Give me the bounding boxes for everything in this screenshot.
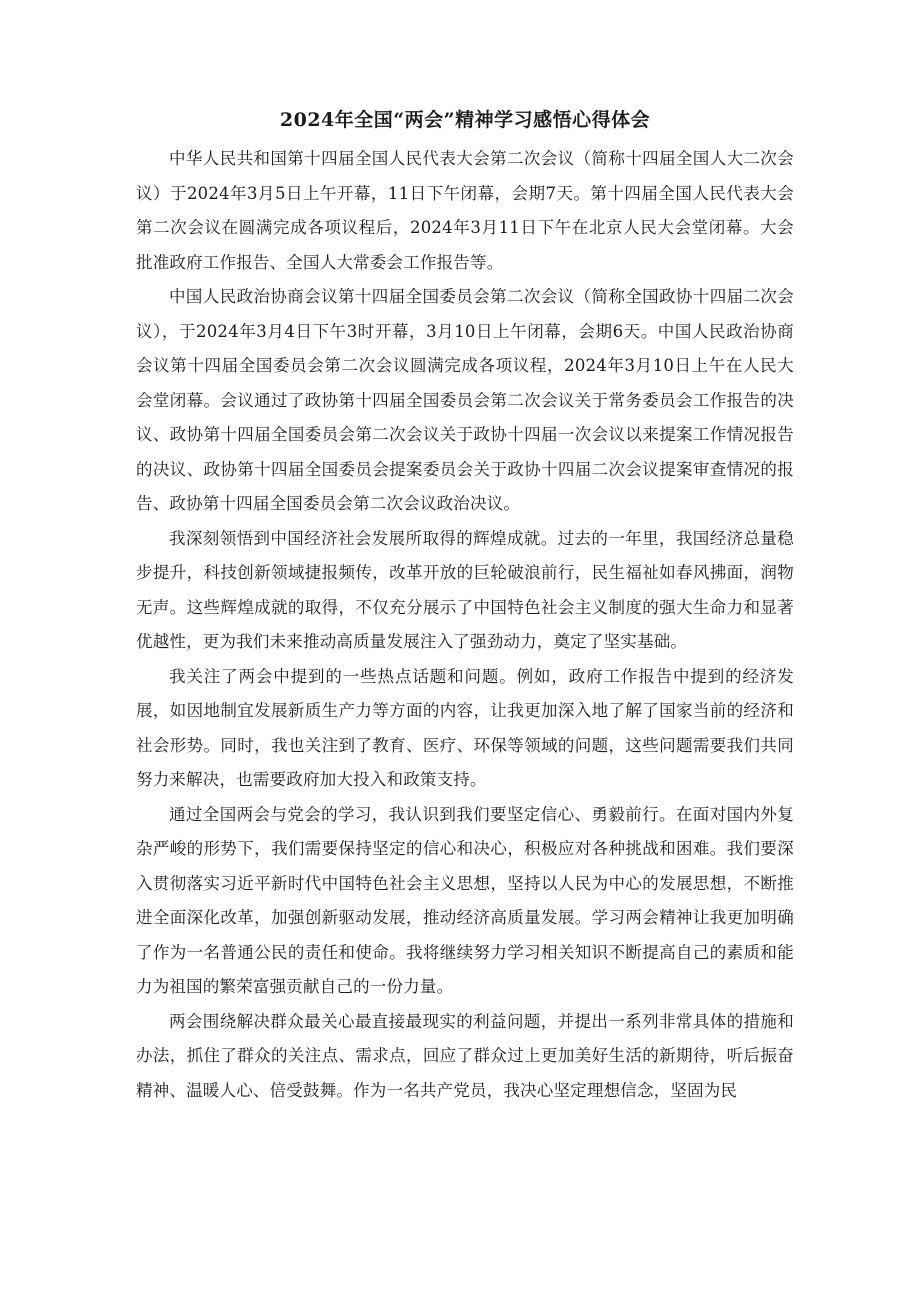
document-body bbox=[136, 106, 794, 1108]
paragraph-confidence: 通过全国两会与党会的学习，我认识到我们要坚定信心、勇毅前行。在面对国内外复杂严峻的形势下，我们需要保持坚定的信心和决心，积极应对各种挑战和困难。我们要深入贯彻落实习近平新时代中国特色社会主义思想，坚持以人民为中心的发展思想，不断推进全面深化改革，加强创新驱动发展，推动经济高质量发展。学习两会精神让我更加明确了作为一名普通公民的责任和使命。我将继续努力学习相关知识不断提高自己的素质和能力为祖国的繁荣富强贡献自己的一份力量。 bbox=[136, 804, 794, 996]
paragraph-achievements: 我深刻领悟到中国经济社会发展所取得的辉煌成就。过去的一年里，我国经济总量稳步提升，科技创新领域捷报频传，改革开放的巨轮破浪前行，民生福祉如春风拂面，润物无声。这些辉煌成就的取得，不仅充分展示了中国特色社会主义制度的强大生命力和显著优越性，更为我们未来推动高质量发展注入了强劲动力，奠定了坚实基础。 bbox=[136, 528, 794, 651]
paragraph-npc-session: 中华人民共和国第十四届全国人民代表大会第二次会议（简称十四届全国人大二次会议）于2024年3月5日上午开幕，11日下午闭幕，会期7天。第十四届全国人民代表大会第二次会议在圆满完成各项议程后，2024年3月11日下午在北京人民大会堂闭幕。大会批准政府工作报告、全国人大常委会工作报告等。 bbox=[136, 149, 794, 272]
document-title: 2024年全国“两会”精神学习感悟心得体会 bbox=[279, 109, 651, 131]
paragraph-cppcc-session: 中国人民政治协商会议第十四届全国委员会第二次会议（简称全国政协十四届二次会议），于2024年3月4日下午3时开幕，3月10日上午闭幕，会期6天。中国人民政治协商会议第十四届全国委员会第二次会议圆满完成各项议程，2024年3月10日上午在人民大会堂闭幕。会议通过了政协第十四届全国委员会第二次会议关于常务委员会工作报告的决议、政协第十四届全国委员会第二次会议关于政协十四届一次会议以来提案工作情况报告的决议、政协第十四届全国委员会提案委员会关于政协十四届二次会议提案审查情况的报告、政协第十四届全国委员会第二次会议政治决议。 bbox=[136, 287, 794, 513]
paragraph-public-concerns: 两会围绕解决群众最关心最直接最现实的利益问题，并提出一系列非常具体的措施和办法，抓住了群众的关注点、需求点，回应了群众过上更加美好生活的新期待，听后振奋精神、温暖人心、倍受鼓舞。作为一名共产党员，我决心坚定理想信念，坚固为民 bbox=[136, 1011, 794, 1100]
paragraph-hot-topics: 我关注了两会中提到的一些热点话题和问题。例如，政府工作报告中提到的经济发展，如因地制宜发展新质生产力等方面的内容，让我更加深入地了解了国家当前的经济和社会形势。同时，我也关注到了教育、医疗、环保等领域的问题，这些问题需要我们共同努力来解决，也需要政府加大投入和政策支持。 bbox=[136, 666, 794, 789]
